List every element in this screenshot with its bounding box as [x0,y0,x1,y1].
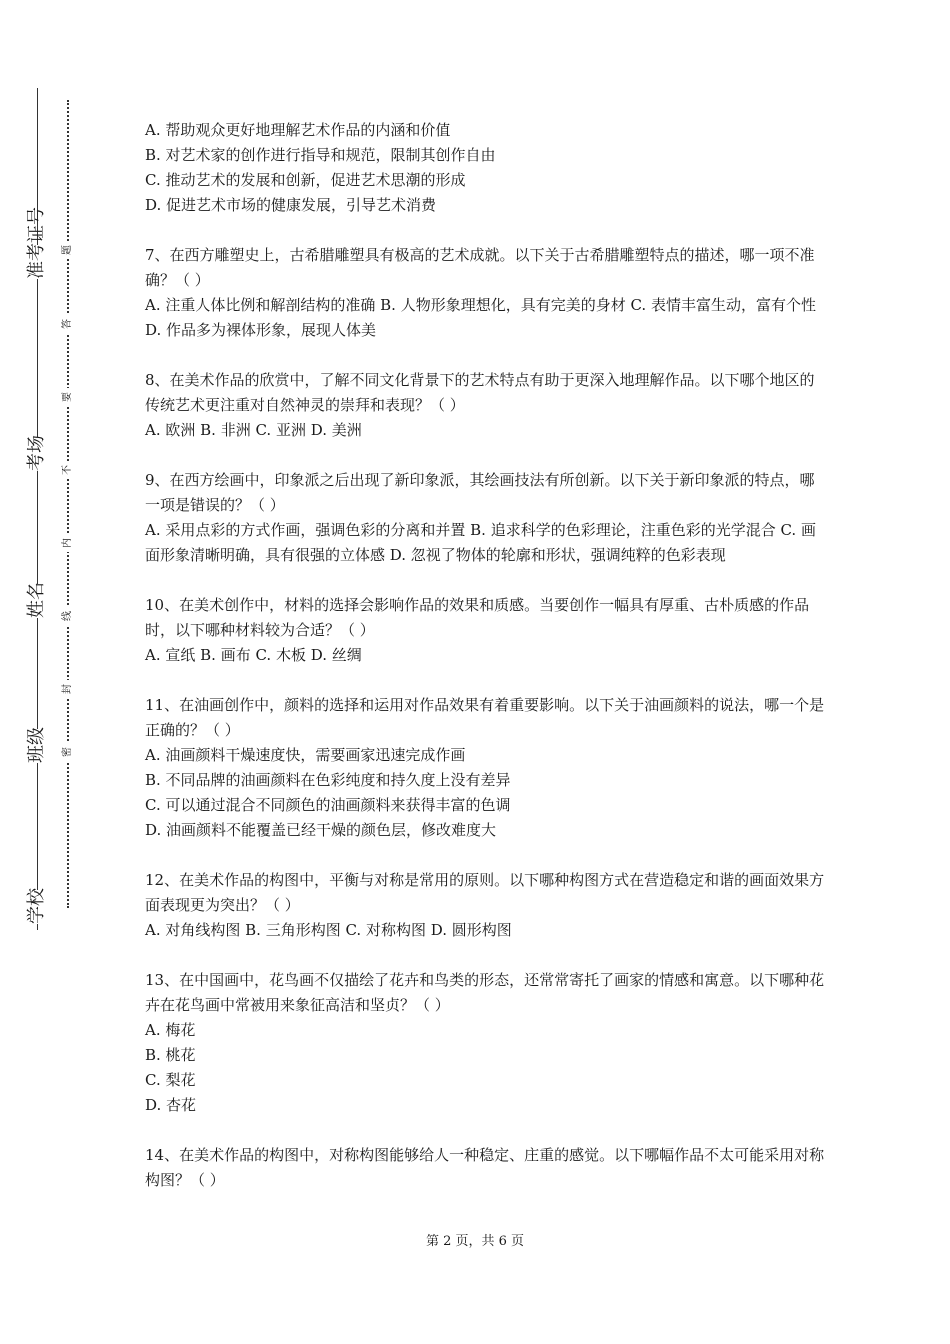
option-line: B. 桃花 [145,1046,196,1064]
seal-char: 密 [62,743,74,761]
binding-margin [0,0,110,1344]
seal-char: 线 [62,607,74,625]
name-label: 姓名 [26,582,47,618]
question-content [145,118,825,1218]
option-line: D. 油画颜料不能覆盖已经干燥的颜色层，修改难度大 [145,821,497,839]
option-line: A. 对角线构图 B. 三角形构图 C. 对称构图 D. 圆形构图 [145,921,512,939]
seal-dotted-line [67,100,69,908]
question-stem: 11、在油画创作中，颜料的选择和运用对作品效果有着重要影响。以下关于油画颜料的说法，哪一个是正确的？（ ） [145,696,825,739]
page-footer: 第 2 页，共 6 页 [425,1234,525,1249]
option-line: A. 梅花 [145,1021,196,1039]
seal-char: 题 [62,241,74,259]
exam-room-label: 考场 [26,435,47,471]
question-9 [145,468,825,568]
option-line: C. 可以通过混合不同颜色的油画颜料来获得丰富的色调 [145,796,511,814]
question-12 [145,868,825,943]
option-line: D. 促进艺术市场的健康发展，引导艺术消费 [145,196,437,214]
question-stem: 10、在美术创作中，材料的选择会影响作品的效果和质感。当要创作一幅具有厚重、古朴质感的作品时，以下哪种材料较为合适？（ ） [145,596,810,639]
option-line: B. 对艺术家的创作进行指导和规范，限制其创作自由 [145,146,496,164]
question-7 [145,243,825,343]
school-label: 学校 [26,888,47,924]
option-line: A. 欧洲 B. 非洲 C. 亚洲 D. 美洲 [145,421,362,439]
question-8 [145,368,825,443]
option-line: A. 帮助观众更好地理解艺术作品的内涵和价值 [145,121,451,139]
question-stem: 12、在美术作品的构图中，平衡与对称是常用的原则。以下哪种构图方式在营造稳定和谐的画面效果方面表现更为突出？（ ） [145,871,825,914]
option-line: D. 杏花 [145,1096,197,1114]
option-line: A. 宣纸 B. 画布 C. 木板 D. 丝绸 [145,646,362,664]
question-stem: 14、在美术作品的构图中，对称构图能够给人一种稳定、庄重的感觉。以下哪幅作品不太可能采用对称构图？（ ） [145,1146,825,1189]
option-line: B. 不同品牌的油画颜料在色彩纯度和持久度上没有差异 [145,771,511,789]
question-stem: 8、在美术作品的欣赏中，了解不同文化背景下的艺术特点有助于更深入地理解作品。以下哪个地区的传统艺术更注重对自然神灵的崇拜和表现？（ ） [145,371,815,414]
question-14 [145,1143,825,1193]
option-line: C. 梨花 [145,1071,196,1089]
option-line: C. 推动艺术的发展和创新，促进艺术思潮的形成 [145,171,466,189]
question-stem: 9、在西方绘画中，印象派之后出现了新印象派，其绘画技法有所创新。以下关于新印象派的特点，哪一项是错误的？（ ） [145,471,815,514]
question-stem: 7、在西方雕塑史上，古希腊雕塑具有极高的艺术成就。以下关于古希腊雕塑特点的描述，哪一项不准确？（ ） [145,246,815,289]
option-line: A. 采用点彩的方式作画，强调色彩的分离和并置 B. 追求科学的色彩理论，注重色彩的光学混合 C. 画面形象清晰明确，具有很强的立体感 D. 忽视了物体的轮廓和形状，强调纯粹的色彩表现 [145,521,816,564]
seal-char: 封 [62,680,74,698]
exam-number-label: 准考证号 [26,207,47,279]
class-label: 班级 [26,727,47,763]
question-13 [145,968,825,1118]
question-11 [145,693,825,843]
seal-char: 不 [62,461,74,479]
question-10 [145,593,825,668]
previous-question-options [145,118,825,218]
seal-char: 内 [62,534,74,552]
option-line: A. 注重人体比例和解剖结构的准确 B. 人物形象理想化，具有完美的身材 C. 表情丰富生动，富有个性 D. 作品多为裸体形象，展现人体美 [145,296,816,339]
option-line: A. 油画颜料干燥速度快，需要画家迅速完成作画 [145,746,466,764]
question-stem: 13、在中国画中，花鸟画不仅描绘了花卉和鸟类的形态，还常常寄托了画家的情感和寓意。以下哪种花卉在花鸟画中常被用来象征高洁和坚贞？（ ） [145,971,825,1014]
seal-char: 要 [62,388,74,406]
seal-char: 答 [62,315,74,333]
